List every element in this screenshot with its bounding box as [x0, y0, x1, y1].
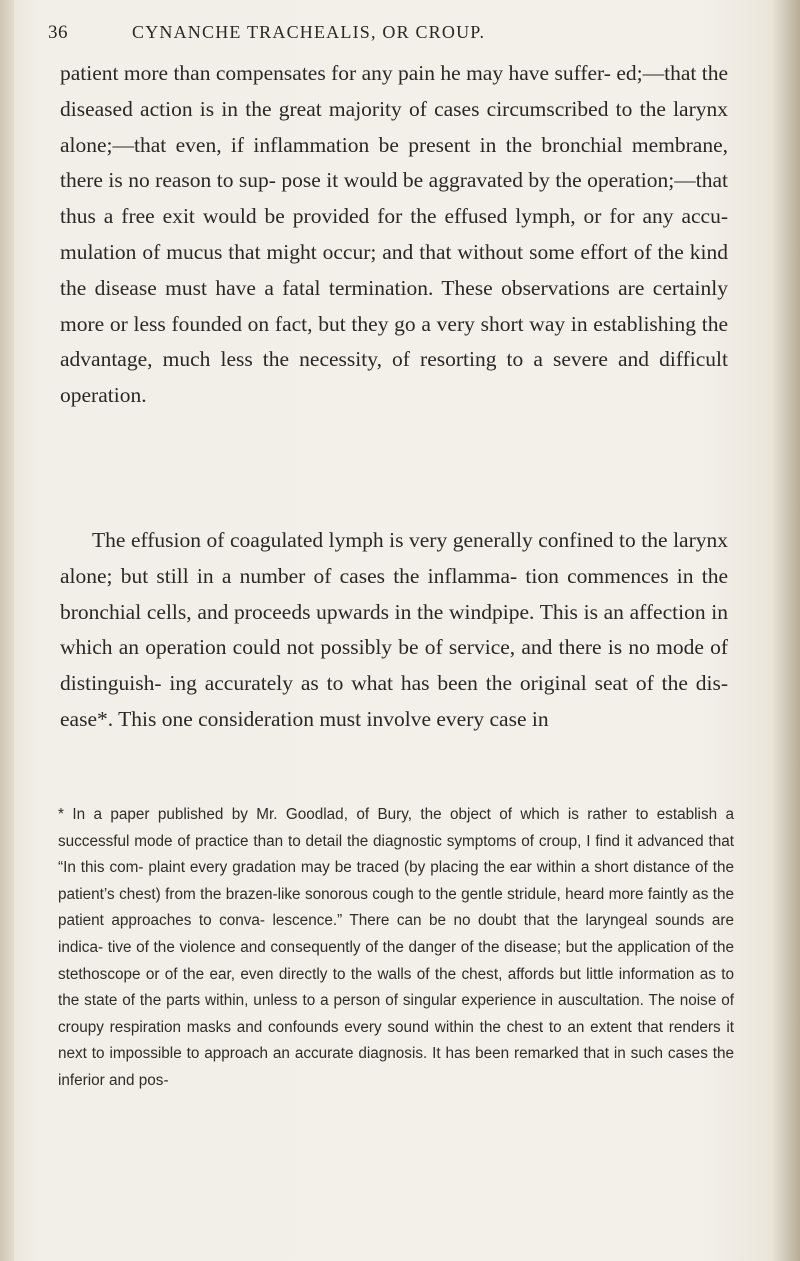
page-header [48, 22, 748, 44]
page-number: 36 [48, 22, 68, 43]
body-paragraph: The effusion of coagulated lymph is very generally confined to the larynx alone; but still in a number of cases the inflamma- tion commences in the bronchial cells, and proceeds upwards in the windpipe. This is an affection in which an operation could not possibly be of service, and there is no mode of distinguish- ing accurately as to what has been the original seat of the dis- ease*. This one consideration must involve every case in [60, 528, 728, 731]
running-title: CYNANCHE TRACHEALIS, OR CROUP. [132, 22, 486, 42]
body-paragraph: patient more than compensates for any pain he may have suffer- ed;—that the diseased action is in the great majority of cases circumscribed to the larynx alone;—that even, if inflammation be present in the bronchial membrane, there is no reason to sup- pose it would be aggravated by the operation;—that thus a free exit would be provided for the effused lymph, or for any accu- mulation of mucus that might occur; and that without some effort of the kind the disease must have a fatal termination. These observations are certainly more or less founded on fact, but they go a very short way in establishing the advantage, much less the necessity, of resorting to a severe and difficult operation. [60, 61, 728, 408]
page-binding-shadow [0, 0, 14, 1261]
page-edge-shadow [770, 0, 800, 1261]
footnote: * In a paper published by Mr. Goodlad, of Bury, the object of which is rather to establish a successful mode of practice than to detail the diagnostic symptoms of croup, I find it advanced that “In this com- plaint every gradation may be traced (by placing the ear within a short distance of the patient’s chest) from the brazen-like sonorous cough to the gentle stridule, heard more faintly as the patient approaches to conva- lescence.” There can be no doubt that the laryngeal sounds are indica- tive of the violence and consequently of the danger of the disease; but the application of the stethoscope or of the ear, even directly to the walls of the chest, affords but little information as to the state of the parts within, unless to a person of singular experience in auscultation. The noise of croupy respiration masks and confounds every sound within the chest to an extent that renders it next to impossible to approach an accurate diagnosis. It has been remarked that in such cases the inferior and pos- [58, 806, 734, 1089]
